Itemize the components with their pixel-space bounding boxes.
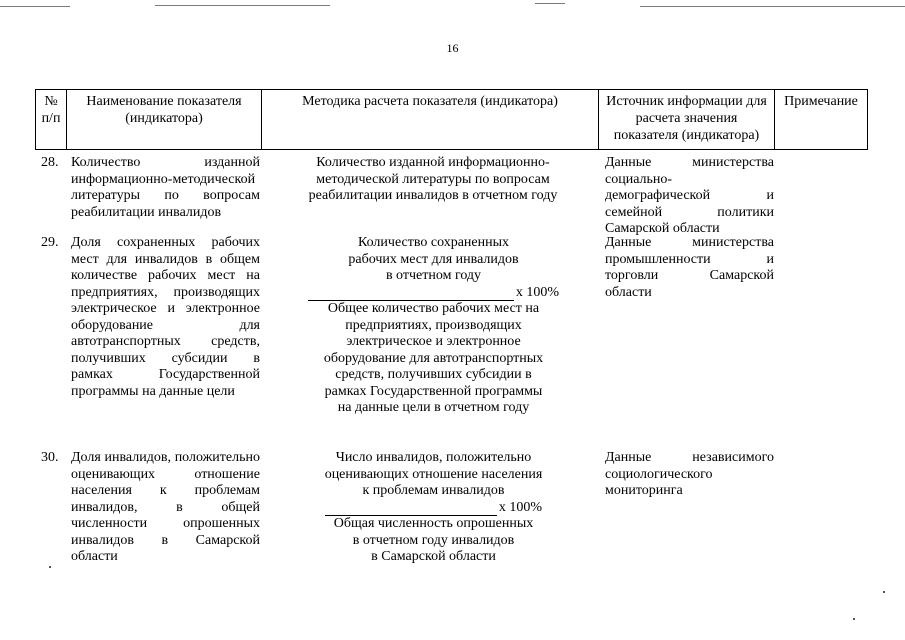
scan-speck bbox=[883, 591, 885, 593]
numerator-line: оценивающих отношение населения bbox=[324, 466, 543, 482]
info-source: Данные министерства промышленности и торговли Самарской области bbox=[605, 235, 774, 300]
denominator-line: средств, получивших субсидии в bbox=[335, 367, 532, 382]
indicator-name: Доля инвалидов, положительно оценивающих отношение населения к проблемам инвалидов, в общей численности опрошенных инвалидов в Самарской области bbox=[71, 450, 260, 564]
formula-numerator bbox=[296, 235, 571, 285]
formula-numerator bbox=[296, 450, 571, 500]
header-col-number: № п/п bbox=[36, 90, 67, 150]
denominator-line: рамках Государственной программы bbox=[324, 383, 543, 399]
table-header bbox=[35, 89, 868, 150]
fraction-bar bbox=[296, 285, 571, 302]
denominator-line: Общее количество рабочих мест на bbox=[327, 301, 540, 316]
scan-speck bbox=[853, 618, 855, 620]
denominator-line: на данные цели в отчетном году bbox=[337, 400, 530, 415]
indicator-name: Доля сохраненных рабочих мест для инвалидов в общем количестве рабочих мест на предприятиях, производящих электрическое и электронное оборудование для автотранспортных средств, получивших субсидии в рамках Государственной программы на данные цели bbox=[71, 235, 260, 399]
denominator-line: электрическое и электронное bbox=[346, 334, 521, 349]
info-source: Данные министерства социально-демографической и семейной политики Самарской области bbox=[605, 155, 774, 236]
numerator-line: Количество сохраненных bbox=[357, 235, 510, 250]
scan-artifact-line bbox=[535, 3, 565, 4]
denominator-line: Общая численность опрошенных bbox=[333, 516, 534, 531]
multiplier: x 100% bbox=[515, 284, 560, 300]
row-number: 28. bbox=[41, 155, 59, 170]
denominator-line: оборудование для автотранспортных bbox=[323, 350, 544, 366]
calculation-method: Количество изданной информационно-методической литературы по вопросам реабилитации инвалидов в отчетном году bbox=[308, 155, 558, 203]
header-col-indicator-name: Наименование показателя (индикатора) bbox=[67, 90, 262, 150]
fraction-bar bbox=[296, 500, 571, 517]
page-number: 16 bbox=[446, 41, 459, 55]
numerator-line: в отчетном году bbox=[385, 268, 482, 283]
numerator-line: к проблемам инвалидов bbox=[362, 483, 505, 498]
fraction-rule bbox=[308, 288, 514, 301]
indicator-name: Количество изданной информационно-методической литературы по вопросам реабилитации инвалидов bbox=[71, 155, 260, 220]
multiplier: x 100% bbox=[498, 499, 543, 515]
header-col-method: Методика расчета показателя (индикатора) bbox=[262, 90, 599, 150]
denominator-line: в отчетном году инвалидов bbox=[352, 532, 515, 548]
denominator-line: предприятиях, производящих bbox=[345, 317, 522, 333]
row-number: 30. bbox=[41, 450, 59, 465]
scan-artifact-line bbox=[0, 6, 70, 7]
formula-denominator bbox=[296, 516, 571, 566]
calculation-formula bbox=[296, 450, 571, 566]
numerator-line: рабочих мест для инвалидов bbox=[348, 251, 519, 267]
scan-artifact-line bbox=[640, 6, 905, 7]
row-number: 29. bbox=[41, 235, 59, 250]
header-col-source: Источник информации для расчета значения показателя (индикатора) bbox=[599, 90, 775, 150]
formula-denominator bbox=[296, 301, 571, 417]
numerator-line: Число инвалидов, положительно bbox=[335, 450, 532, 465]
fraction-rule bbox=[325, 503, 497, 516]
denominator-line: в Самарской области bbox=[371, 549, 496, 564]
calculation-formula bbox=[296, 235, 571, 417]
info-source: Данные независимого социологического мониторинга bbox=[605, 450, 774, 498]
header-col-note: Примечание bbox=[775, 90, 868, 150]
scan-artifact-line bbox=[155, 5, 330, 6]
scan-speck bbox=[49, 566, 51, 568]
